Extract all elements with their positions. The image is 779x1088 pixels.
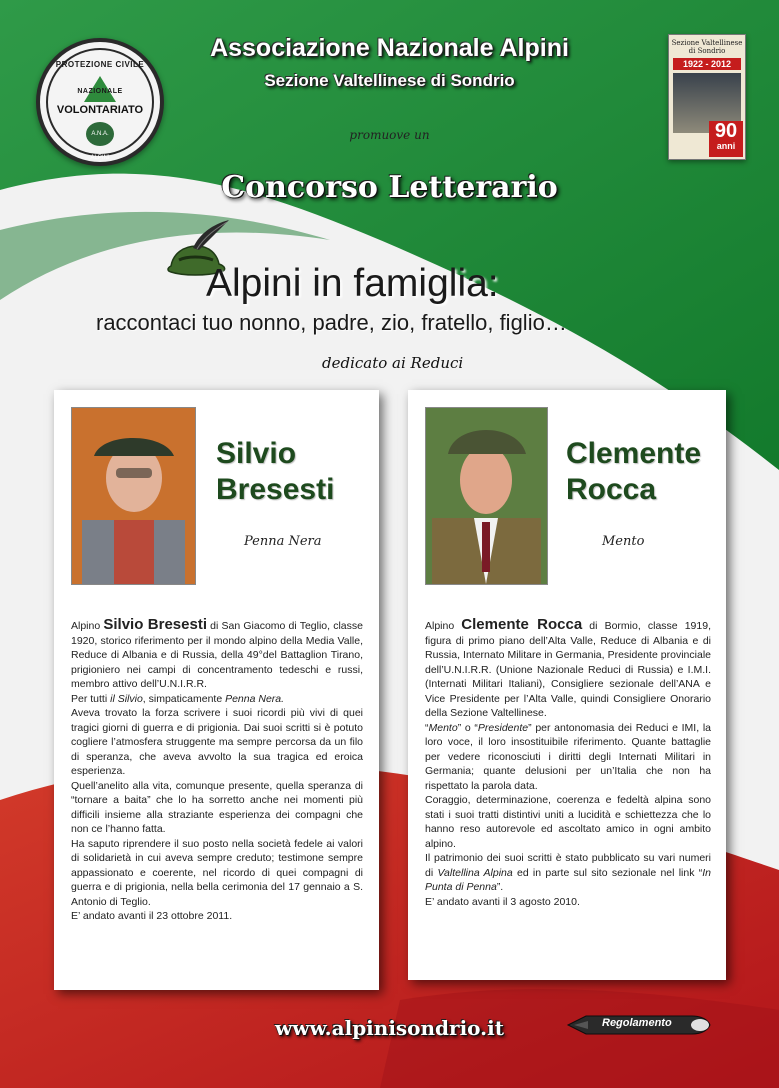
portrait-photo-bresesti [71, 407, 196, 585]
contest-title: Concorso Letterario [221, 170, 558, 205]
bio-paragraph: E’ andato avanti il 3 agosto 2010. [425, 895, 580, 908]
logo-top-text: PROTEZIONE CIVILE [55, 60, 145, 69]
bio-name: Silvio Bresesti [103, 616, 207, 633]
bio-prefix: Alpino [425, 620, 462, 632]
dedication-text: dedicato ai Reduci [322, 354, 464, 372]
bio-intro: di Bormio, classe 1919, figura di primo piano dell’Alta Valle, Reduce di Albania e di Russia, Internato Militare in Germania, Presidente provinciale dell’U.N.I.R.R. (Unione Nazionale Reduci di Russia) e I.M.I. (Internati Militari Italiani), Consigliere sezionale dell’ANA e Vice Presidente per l’Alta Valle, quindi Consigliere Onorario della Sezione Valtellinese. [425, 620, 711, 719]
badge-years: 1922 - 2012 [673, 58, 741, 70]
badge-unit: anni [716, 141, 736, 151]
association-title: Associazione Nazionale Alpini [210, 34, 569, 62]
rocca-nickname: Mento [602, 534, 645, 549]
bio-paragraph: Aveva trovato la forza scrivere i suoi ricordi più vivi di quei tragici giorni di guerra e di prigionia. Dai suoi scritti si è potuto cogliere l’atmosfera struggente ma sempre percorsa da un filo di speranza, che aveva avvolto la sua tragica ed eroica esperienza. [71, 707, 363, 777]
promuove-text: promuove un [349, 128, 430, 142]
bio-intro: di San Giacomo di Teglio, classe 1920, storico riferimento per il mondo alpino della Media Valle, Reduce di Albania e di Russia, della 49°del Battaglion Tirano, prigioniero nei campi di concentramento tedeschi e russi, membro attivo dell’U.N.I.R.R. [71, 620, 363, 690]
bio-text: ed in parte sul sito sezionale nel link “ [512, 866, 703, 879]
logo-middle-text: NAZIONALE [77, 88, 123, 95]
bio-italic: In Punta di Penna [425, 866, 711, 893]
regolamento-label: Regolamento [602, 1017, 672, 1029]
bio-text: , simpaticamente [142, 692, 226, 705]
theme-title: Alpini in famiglia: [206, 262, 499, 305]
bio-text: Il patrimonio dei suoi scritti è stato pubblicato su vari numeri di [425, 852, 711, 879]
bio-text: ”. [496, 881, 504, 893]
badge-number: 90 [714, 120, 738, 142]
badge-line1: Sezione Valtellinese [671, 39, 743, 47]
bresesti-name [216, 436, 334, 508]
bio-italic: Presidente [477, 721, 529, 734]
rocca-name [566, 436, 701, 508]
bio-paragraph: Quell’anelito alla vita, comunque presente, quella speranza di “tornare a baita” che lo ha sorretto anche nei momenti più difficili insieme alla straziante esperienza dei compagni che non ce l’hanno fatta. [71, 779, 363, 835]
rocca-last-name: Rocca [566, 473, 657, 506]
bresesti-last-name: Bresesti [216, 473, 335, 506]
bio-paragraph: Ha saputo riprendere il suo posto nella società fedele ai valori di solidarietà in cui aveva sempre creduto; testimone sempre appassionato e coerente, nel ricordo di quei compagni di guerra e di prigionia, nella bella cerimonia del 17 gennaio a S. Antonio di Teglio. [71, 837, 363, 908]
website-link[interactable]: www.alpinisondrio.it [275, 1016, 504, 1040]
bio-paragraph: E’ andato avanti il 23 ottobre 2011. [71, 910, 233, 922]
profile-card-rocca [408, 390, 726, 980]
theme-subtitle: raccontaci tuo nonno, padre, zio, fratello, figlio… [96, 310, 567, 335]
bio-italic: Mento [428, 721, 458, 734]
bio-prefix: Alpino [71, 620, 104, 632]
bio-text: ” per antonomasia dei Reduci e IMI, la loro voce, il loro insostituibile riferimento. Quante battaglie per vedere riconosciuti i diritti degli Internati Militari in Germania; quante delusioni per un’Italia che non ha rispettato la parola data. [425, 721, 711, 792]
bresesti-biography [71, 618, 363, 924]
ana-emblem: A.N.A. ALPINI [86, 122, 114, 146]
bresesti-first-name: Silvio [216, 437, 297, 470]
logo-label: VOLONTARIATO [56, 104, 144, 116]
bio-paragraph: Coraggio, determinazione, coerenza e fedeltà alpina sono stati i suoi tratti distintivi uniti a lucidità e schiettezza che lo hanno reso autorevole ed ascoltato amico in ogni ambito alpino. [425, 794, 711, 850]
section-subtitle: Sezione Valtellinese di Sondrio [264, 71, 515, 90]
bresesti-nickname: Penna Nera [244, 534, 322, 549]
rocca-first-name: Clemente [566, 437, 702, 470]
bio-italic: Valtellina Alpina [437, 866, 513, 879]
bio-text: Per tutti [71, 692, 111, 705]
regolamento-button[interactable] [566, 1012, 716, 1038]
badge-line2: di Sondrio [688, 47, 726, 55]
portrait-photo-rocca [425, 407, 548, 585]
bio-text: ” o “ [457, 721, 478, 734]
bio-italic: il Silvio [110, 692, 143, 705]
bio-text: “ [425, 721, 429, 734]
rocca-biography [425, 618, 711, 909]
bio-name: Clemente Rocca [461, 616, 583, 633]
profile-card-bresesti [54, 390, 379, 990]
bio-italic: Penna Nera. [225, 692, 285, 705]
